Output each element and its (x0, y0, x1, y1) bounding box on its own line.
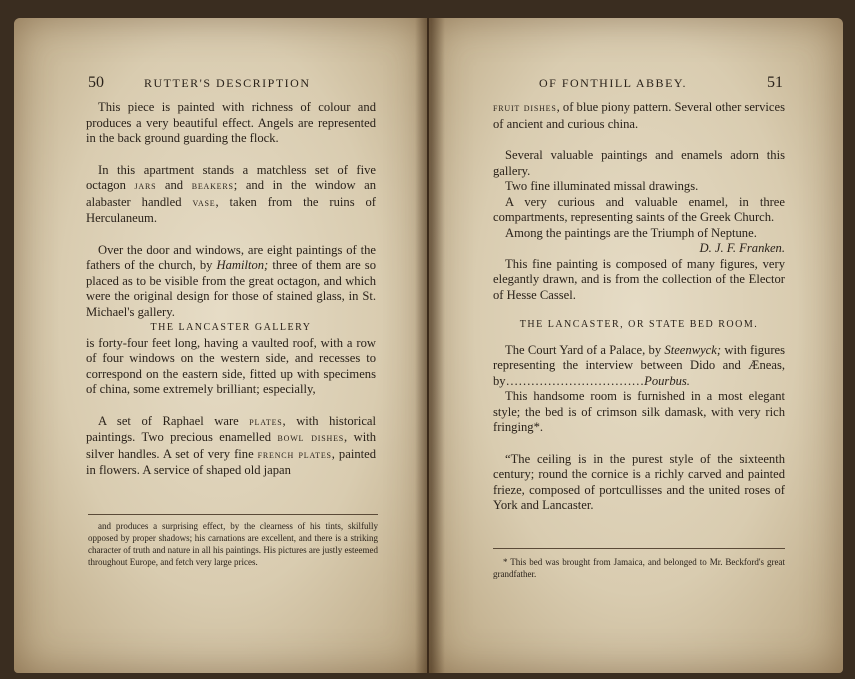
right-paragraph-6: This fine painting is composed of many figures, very elegantly drawn, and is from the collection of the Elector of Hesse Cassel. (493, 256, 785, 302)
left-paragraph-3: Over the door and windows, are eight paintings of the fathers of the church, by Hamilton; three of them are so placed as to be visible from the great octagon, and which were the original design for those of stained glass, in St. Michael's gallery. (86, 242, 377, 319)
right-page (429, 18, 843, 673)
right-paragraph-1: fruit dishes, of blue piony pattern. Several other services of ancient and curious china. (493, 100, 785, 131)
right-attribution: D. J. F. Franken. (699, 241, 785, 255)
left-paragraph-4: is forty-four feet long, having a vaulted roof, with a row of four windows on the western side, and recesses to correspond on the eastern side, fitted up with specimens of china, some extremely brilliant; especially, (86, 335, 376, 396)
left-footnote: and produces a surprising effect, by the clearness of his tints, skilfully opposed by proper shadows; his carnations are excellent, and there is a striking character of truth and nature in all his paintings. His pictures are justly esteemed throughout Europe, and fetch very large prices. (88, 521, 378, 567)
right-page-number: 51 (767, 74, 783, 91)
left-paragraph-1: This piece is painted with richness of colour and produces a very beautiful effect. Angels are represented in the back ground guarding the flock. (86, 100, 376, 145)
left-page-body (86, 100, 376, 479)
right-paragraph-4: A very curious and valuable enamel, in three compartments, representing saints of the Greek Church. (493, 194, 785, 224)
right-section-heading: THE LANCASTER, OR STATE BED ROOM. (519, 319, 759, 330)
left-paragraph-2: In this apartment stands a matchless set of five octagon jars and beakers; and in the window an alabaster handled vase, taken from the ruins of Herculaneum. (86, 162, 377, 225)
left-running-head: RUTTER'S DESCRIPTION (144, 76, 311, 90)
left-page-number: 50 (88, 74, 104, 91)
right-paragraph-5: Among the paintings are the Triumph of Neptune. (505, 225, 757, 240)
right-paragraph-8: This handsome room is furnished in a most elegant style; the bed is of crimson silk damask, with very rich fringing*. (493, 389, 785, 434)
right-footnote: * This bed was brought from Jamaica, and belonged to Mr. Beckford's great grandfather. (493, 557, 785, 579)
right-running-head: OF FONTHILL ABBEY. (539, 76, 688, 90)
left-paragraph-5: A set of Raphael ware plates, with historical paintings. Two precious enamelled bowl dishes, with silver handles. A set of very fine french plates, painted in flowers. A service of shaped old japan (86, 413, 377, 477)
left-footnote-rule (88, 514, 378, 515)
left-page (14, 18, 427, 673)
right-paragraph-2: Several valuable paintings and enamels adorn this gallery. (493, 148, 785, 178)
right-page-body (493, 100, 785, 514)
left-section-heading: THE LANCASTER GALLERY (150, 322, 312, 333)
right-footnote-rule (493, 548, 785, 549)
right-paragraph-7: The Court Yard of a Palace, by Steenwyck; with figures representing the interview between Dido and Æneas, by……………………………Pourbus. (493, 342, 785, 388)
right-paragraph-9: “The ceiling is in the purest style of the sixteenth century; round the cornice is a richly carved and painted frieze, composed of portcullisses and the united roses of York and Lancaster. (493, 451, 785, 512)
right-paragraph-3: Two fine illuminated missal drawings. (505, 179, 699, 193)
